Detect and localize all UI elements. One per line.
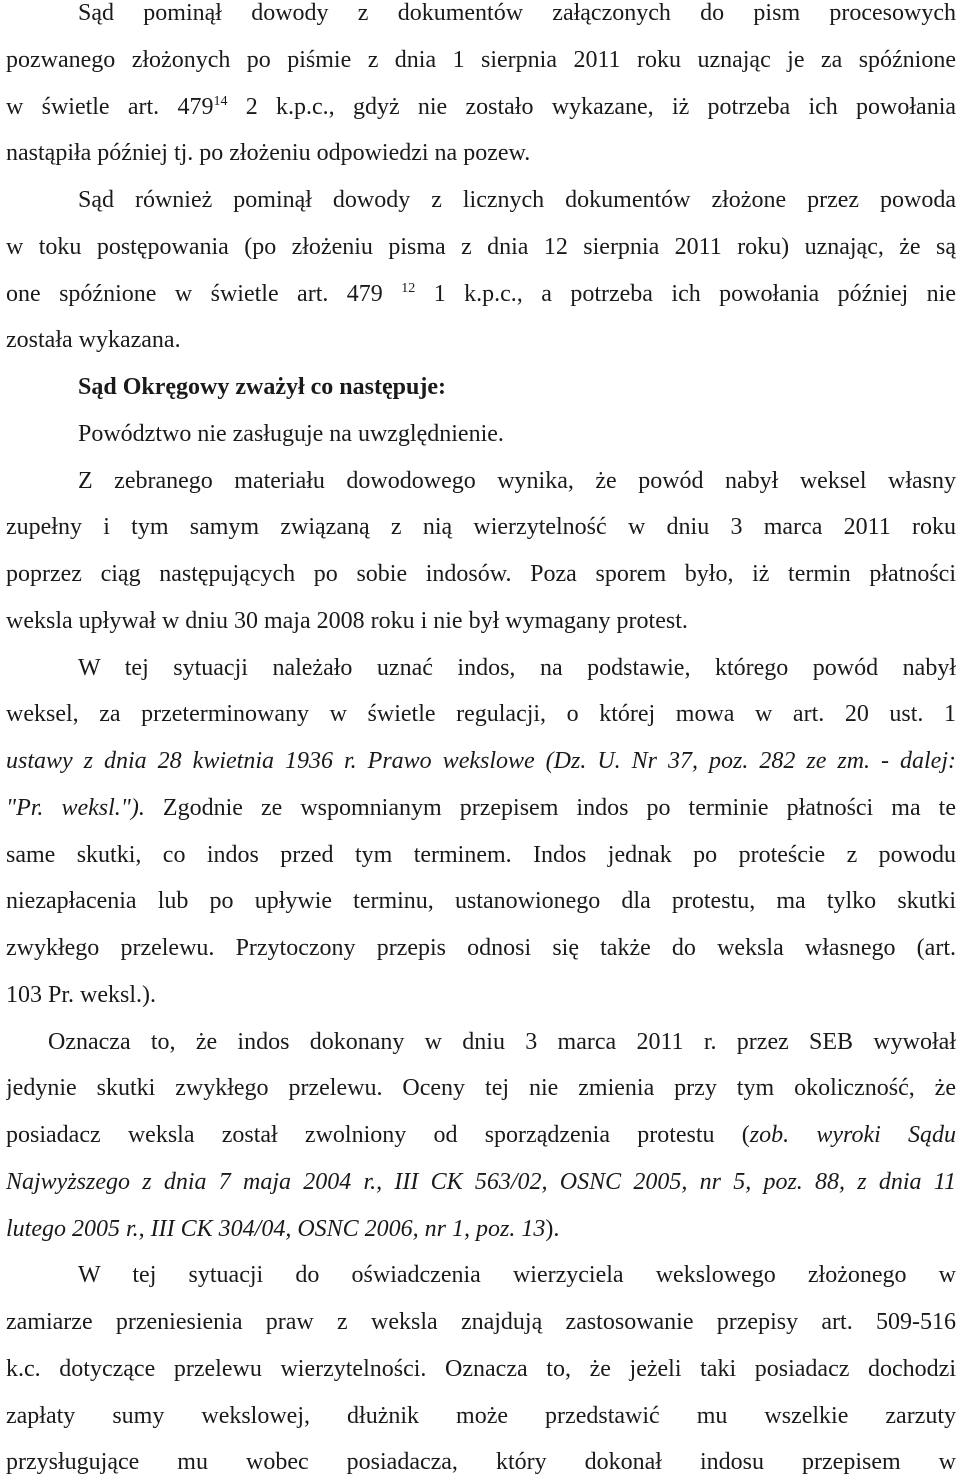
text-line: [6, 514, 956, 561]
italic-citation: Najwyższego z dnia 7 maja 2004 r., III CK 563/02, OSNC 2005, nr 5, poz. 88, z dnia 11: [6, 1168, 956, 1195]
line-text: zamiarze przeniesienia praw z weksla znajdują zastosowanie przepisy art. 509-516: [6, 1309, 956, 1335]
text-line: [6, 421, 956, 468]
text-line: [6, 561, 956, 608]
text-line: [6, 795, 956, 842]
line-text: Powództwo nie zasługuje na uwzględnienie.: [78, 420, 504, 447]
text-line: [6, 1216, 956, 1263]
line-text: posiadacz weksla został zwolniony od sporządzenia protestu (: [6, 1122, 750, 1148]
text-line: [6, 655, 956, 702]
line-text: Sąd również pominął dowody z licznych dokumentów złożone przez powoda: [78, 187, 956, 213]
line-text: 103 Pr. weksl.).: [6, 981, 156, 1008]
line-text: W tej sytuacji należało uznać indos, na podstawie, którego powód nabył: [78, 654, 956, 681]
line-text: została wykazana.: [6, 327, 181, 354]
text-line: [6, 1262, 956, 1309]
text-line: [6, 187, 956, 234]
text-line: [6, 608, 956, 655]
line-text: W tej sytuacji do oświadczenia wierzyciela wekslowego złożonego w: [78, 1262, 956, 1289]
text-line: [6, 1309, 956, 1356]
line-text: przysługujące mu wobec posiadacza, który dokonał indosu przepisem w: [6, 1449, 956, 1476]
line-text: jedynie skutki zwykłego przelewu. Oceny tej nie zmienia przy tym okoliczność, że: [6, 1075, 956, 1102]
text-line: [6, 1122, 956, 1169]
text-line: [6, 140, 956, 187]
text-line: [6, 0, 956, 47]
line-text: zwykłego przelewu. Przytoczony przepis odnosi się także do weksla własnego (art.: [6, 935, 956, 961]
line-text: weksla upływał w dniu 30 maja 2008 roku i nie był wymagany protest.: [6, 607, 688, 634]
line-text: k.c. dotyczące przelewu wierzytelności. Oznacza to, że jeżeli taki posiadacz dochodzi: [6, 1355, 956, 1382]
line-text: w toku postępowania (po złożeniu pisma z dnia 12 sierpnia 2011 roku) uznając, że są: [6, 233, 956, 260]
line-text: Zgodnie ze wspomnianym przepisem indos po terminie płatności ma te: [144, 794, 956, 821]
text-line: [6, 1169, 956, 1216]
section-heading: [6, 374, 956, 421]
text-line: [6, 234, 956, 281]
line-text: poprzez ciąg następujących po sobie indosów. Poza sporem było, iż termin płatności: [6, 561, 956, 587]
text-line: [6, 842, 956, 889]
text-line: [6, 281, 956, 328]
text-line: [6, 327, 956, 374]
line-text: 2 k.p.c., gdyż nie zostało wykazane, iż potrzeba ich powołania: [227, 93, 956, 120]
text-line: [6, 468, 956, 515]
line-text: Sąd pominął dowody z dokumentów załączonych do pism procesowych: [78, 0, 956, 26]
italic-citation: ustawy z dnia 28 kwietnia 1936 r. Prawo wekslowe (Dz. U. Nr 37, poz. 282 ze zm. - dalej:: [6, 748, 956, 774]
line-text: nastąpiła później tj. po złożeniu odpowiedzi na pozew.: [6, 140, 531, 167]
text-line: [6, 982, 956, 1029]
superscript-article-number: 12: [401, 280, 416, 296]
text-line: [6, 701, 956, 748]
italic-citation: "Pr. weksl.").: [6, 794, 145, 821]
line-text: pozwanego złożonych po piśmie z dnia 1 sierpnia 2011 roku uznając je za spóźnione: [6, 46, 956, 73]
line-text: zapłaty sumy wekslowej, dłużnik może przedstawić mu wszelkie zarzuty: [6, 1402, 956, 1429]
line-text: one spóźnione w świetle art. 479: [6, 280, 402, 307]
line-text: w świetle art. 479: [6, 93, 214, 120]
heading-text: Sąd Okręgowy zważył co następuje:: [78, 374, 446, 400]
document-text-body: [6, 0, 956, 1479]
text-line: [6, 748, 956, 795]
line-text: Z zebranego materiału dowodowego wynika, że powód nabył weksel własny: [78, 467, 956, 494]
line-text: weksel, za przeterminowany w świetle regulacji, o której mowa w art. 20 ust. 1: [6, 701, 956, 728]
italic-citation: lutego 2005 r., III CK 304/04, OSNC 2006, nr 1, poz. 13: [6, 1215, 546, 1242]
text-line: [6, 1403, 956, 1450]
line-text: Oznacza to, że indos dokonany w dniu 3 marca 2011 r. przez SEB wywołał: [48, 1028, 956, 1055]
text-line: [6, 935, 956, 982]
text-line: [6, 1449, 956, 1479]
line-text: ).: [545, 1215, 560, 1242]
text-line: [6, 1029, 956, 1076]
line-text: niezapłacenia lub po upływie terminu, ustanowionego dla protestu, ma tylko skutki: [6, 888, 956, 915]
line-text: zupełny i tym samym związaną z nią wierzytelność w dniu 3 marca 2011 roku: [6, 514, 956, 541]
text-line: [6, 888, 956, 935]
text-line: [6, 47, 956, 94]
text-line: [6, 94, 956, 141]
text-line: [6, 1356, 956, 1403]
superscript-article-number: 14: [213, 93, 228, 109]
line-text: 1 k.p.c., a potrzeba ich powołania później nie: [415, 280, 956, 307]
text-line: [6, 1075, 956, 1122]
line-text: same skutki, co indos przed tym terminem. Indos jednak po proteście z powodu: [6, 841, 956, 868]
italic-citation: zob. wyroki Sądu: [749, 1122, 956, 1148]
